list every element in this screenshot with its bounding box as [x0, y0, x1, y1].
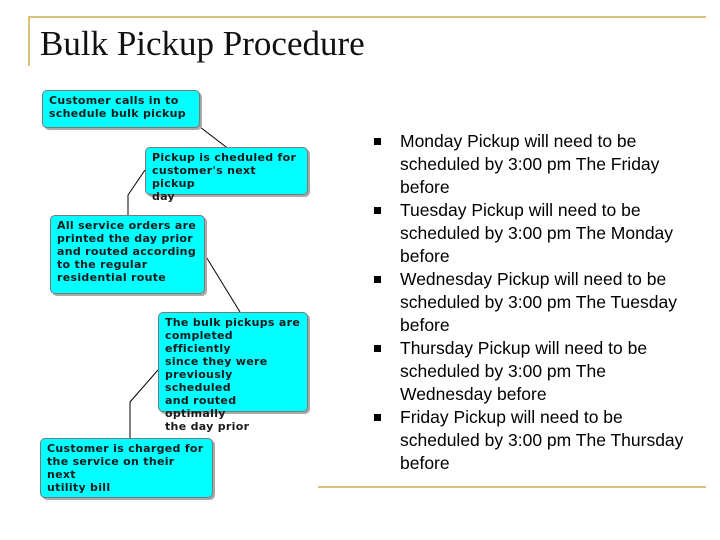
flow-step-3-text: All service orders are printed the day prior and routed according to the regular residential route	[57, 219, 197, 284]
square-bullet-icon	[374, 207, 381, 214]
flow-step-2-text: Pickup is cheduled for customer's next pickup day	[152, 151, 297, 203]
bullet-item	[372, 199, 692, 268]
bullet-text: Wednesday Pickup will need to be scheduled by 3:00 pm The Tuesday before	[400, 269, 677, 335]
bullet-text: Monday Pickup will need to be scheduled by 3:00 pm The Friday before	[400, 131, 660, 197]
flow-step-5-text: Customer is charged for the service on their next utility bill	[47, 442, 204, 494]
flow-step-1	[42, 90, 200, 128]
connector-4-5	[130, 370, 158, 438]
bullet-item	[372, 406, 692, 475]
bullet-text: Tuesday Pickup will need to be scheduled by 3:00 pm The Monday before	[400, 200, 674, 266]
flow-step-2	[145, 147, 308, 203]
square-bullet-icon	[374, 276, 381, 283]
square-bullet-icon	[374, 345, 381, 352]
square-bullet-icon	[374, 138, 381, 145]
connector-3-4	[205, 255, 240, 312]
bullet-item	[372, 337, 692, 406]
flow-step-3	[50, 215, 205, 294]
bullet-text: Friday Pickup will need to be scheduled by 3:00 pm The Thursday before	[400, 407, 684, 473]
bullet-item	[372, 130, 692, 199]
flow-step-4	[158, 312, 308, 433]
bullet-list	[372, 130, 692, 475]
square-bullet-icon	[374, 414, 381, 421]
flow-step-4-text: The bulk pickups are completed efficiently since they were previously scheduled and routed optimally the day prior	[165, 316, 301, 433]
slide-title: Bulk Pickup Procedure	[40, 24, 365, 63]
bullet-item	[372, 268, 692, 337]
flow-step-5	[40, 438, 213, 498]
connector-2-3	[128, 170, 145, 215]
bullet-text: Thursday Pickup will need to be scheduled by 3:00 pm The Wednesday before	[400, 338, 648, 404]
flow-step-1-text: Customer calls in to schedule bulk pickup	[49, 94, 186, 120]
